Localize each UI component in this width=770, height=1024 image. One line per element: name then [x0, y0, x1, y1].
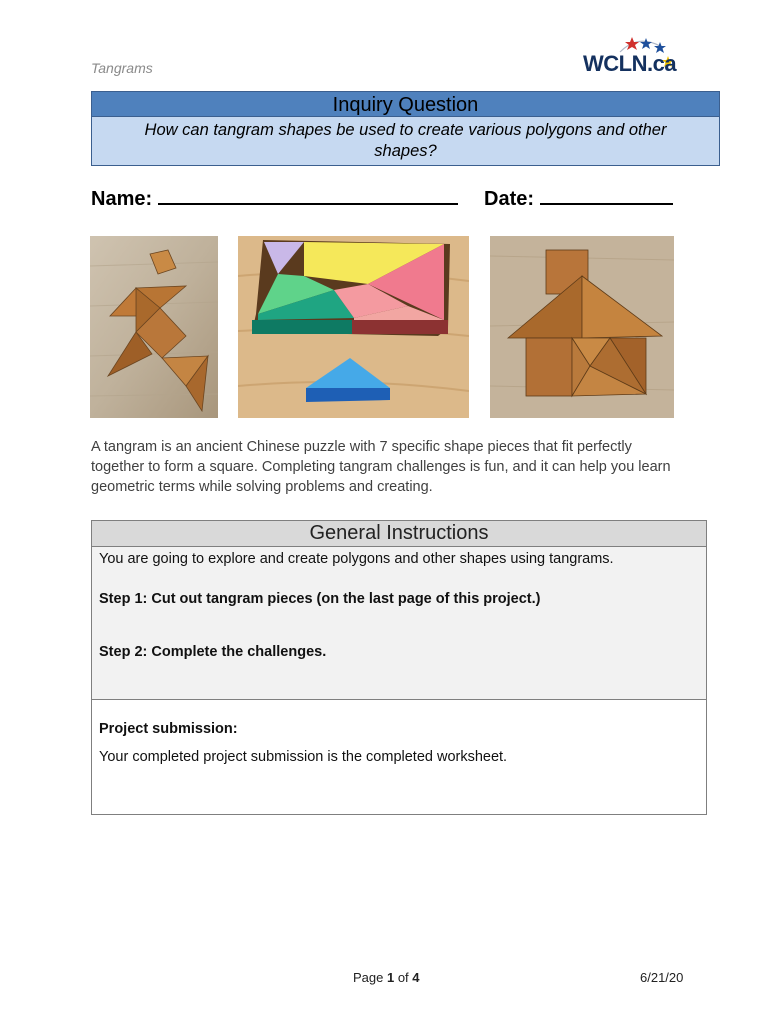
- inquiry-question-text: How can tangram shapes be used to create various polygons and other shapes?: [91, 117, 720, 166]
- instructions-intro: You are going to explore and create polygons and other shapes using tangrams.: [99, 551, 614, 567]
- name-blank-line[interactable]: [158, 185, 458, 205]
- inquiry-question-title: Inquiry Question: [91, 91, 720, 117]
- general-instructions-title: General Instructions: [92, 521, 706, 547]
- logo-text: WCLN: [583, 51, 647, 76]
- date-blank-line[interactable]: [540, 185, 673, 205]
- step-2: Step 2: Complete the challenges.: [99, 644, 327, 660]
- wcln-logo: [580, 34, 680, 76]
- date-label: Date:: [484, 188, 535, 210]
- tangram-runner-photo: [90, 236, 218, 418]
- logo-wordmark: [583, 51, 676, 77]
- page-prefix: Page: [353, 970, 387, 985]
- intro-paragraph: A tangram is an ancient Chinese puzzle with 7 specific shape pieces that fit perfectly together to form a square. Completing tangram challenges is fun, and it can help you learn geometric terms while solving problems and creating.: [91, 439, 671, 495]
- step-1: Step 1: Cut out tangram pieces (on the last page of this project.): [99, 591, 541, 607]
- name-label: Name:: [91, 188, 153, 210]
- colored-tangram-photo: [238, 236, 469, 418]
- date-field[interactable]: [484, 185, 673, 211]
- page-of: of: [394, 970, 413, 985]
- tangram-house-photo: [490, 236, 674, 418]
- general-instructions-box: [91, 520, 707, 815]
- logo-suffix: .ca: [646, 51, 677, 76]
- document-header-label: Tangrams: [91, 60, 153, 76]
- page-current: 1: [386, 970, 395, 985]
- page-total: 4: [412, 970, 420, 985]
- footer-date: 6/21/20: [640, 970, 684, 985]
- page-number: [353, 970, 420, 985]
- submission-text: Your completed project submission is the completed worksheet.: [99, 749, 508, 765]
- instructions-steps-section: [92, 547, 706, 700]
- name-field[interactable]: [91, 185, 458, 211]
- submission-title: Project submission:: [99, 721, 238, 737]
